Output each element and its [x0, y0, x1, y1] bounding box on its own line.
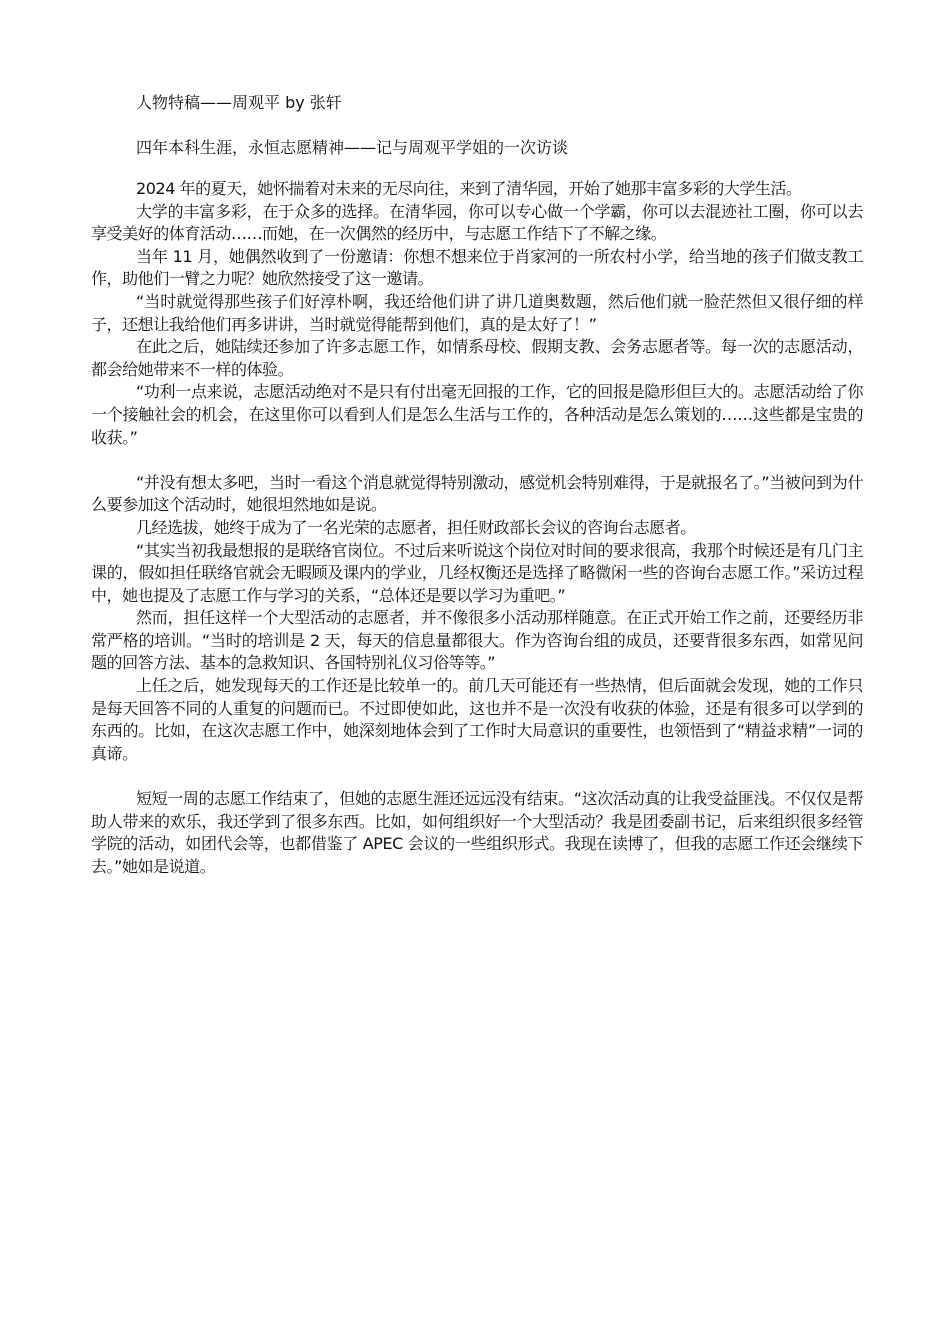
- paragraph: 几经选拔，她终于成为了一名光荣的志愿者，担任财政部长会议的咨询台志愿者。: [136, 517, 696, 537]
- article-subtitle: 四年本科生涯，永恒志愿精神——记与周观平学姐的一次访谈: [136, 138, 569, 157]
- paragraph: 2024 年的夏天，她怀揣着对未来的无尽向往，来到了清华园，开始了她那丰富多彩的大学生活。: [136, 179, 802, 198]
- paragraph: 在此之后，她陆续还参加了许多志愿工作，如情系母校、假期支教、会务志愿者等。每一次的志愿活动，都会给她带来不一样的体验。: [91, 337, 863, 379]
- section-university-life: [91, 178, 863, 449]
- paragraph: 大学的丰富多彩，在于众多的选择。在清华园，你可以专心做一个学霸，你可以去混迹社工圈，你可以去享受美好的体育活动……而她，在一次偶然的经历中，与志愿工作结下了不解之缘。: [91, 201, 863, 244]
- paragraph: 然而，担任这样一个大型活动的志愿者，并不像很多小活动那样随意。在正式开始工作之前，还要经历非常严格的培训。“当时的培训是 2 天，每天的信息量都很大。作为咨询台组的成员，还要背很多东西，如常见问题的回答方法、基本的急救知识、各国特别礼仪习俗等等。”: [91, 608, 863, 673]
- section-gap: [91, 765, 863, 788]
- paragraph: “并没有想太多吧，当时一看这个消息就觉得特别激动，感觉机会特别难得，于是就报名了。”当被问到为什么要参加这个活动时，她很坦然地如是说。: [91, 472, 863, 515]
- document-page: [91, 92, 863, 878]
- section-gap: [91, 449, 863, 472]
- paragraph: 当年 11 月，她偶然收到了一份邀请：你想不想来位于肖家河的一所农村小学，给当地的孩子们做支教工作，助他们一臂之力呢？她欣然接受了这一邀请。: [91, 246, 863, 289]
- paragraph: “当时就觉得那些孩子们好淳朴啊，我还给他们讲了讲几道奥数题，然后他们就一脸茫然但又很仔细的样子，还想让我给他们再多讲讲，当时就觉得能帮到他们，真的是太好了！”: [91, 291, 863, 334]
- article-heading: 人物特稿——周观平 by 张轩: [136, 93, 342, 112]
- paragraph: “功利一点来说，志愿活动绝对不是只有付出毫无回报的工作，它的回报是隐形但巨大的。志愿活动给了你一个接触社会的机会，在这里你可以看到人们是怎么生活与工作的，各种活动是怎么策划的……这些都是宝贵的收获。”: [91, 382, 863, 447]
- paragraph: “其实当初我最想报的是联络官岗位。不过后来听说这个岗位对时间的要求很高，我那个时候还是有几门主课的，假如担任联络官就会无暇顾及课内的学业，几经权衡还是选择了略微闲一些的咨询台志愿工作。”采访过程中，她也提及了志愿工作与学习的关系，“总体还是要以学习为重吧。”: [91, 540, 863, 605]
- section-volunteer-work: [91, 472, 863, 766]
- section-conclusion: [91, 788, 863, 878]
- paragraph: 短短一周的志愿工作结束了，但她的志愿生涯还远远没有结束。“这次活动真的让我受益匪浅。不仅仅是帮助人带来的欢乐，我还学到了很多东西。比如，如何组织好一个大型活动？我是团委副书记，后来组织很多经管学院的活动，如团代会等，也都借鉴了 APEC 会议的一些组织形式。我现在读博了，但我的志愿工作还会继续下去。”她如是说道。: [91, 789, 863, 876]
- paragraph: 上任之后，她发现每天的工作还是比较单一的。前几天可能还有一些热情，但后面就会发现，她的工作只是每天回答不同的人重复的问题而已。不过即使如此，这也并不是一次没有收获的体验，还是有很多可以学到的东西的。比如，在这次志愿工作中，她深刻地体会到了工作时大局意识的重要性，也领悟到了“精益求精”一词的真谛。: [91, 676, 863, 763]
